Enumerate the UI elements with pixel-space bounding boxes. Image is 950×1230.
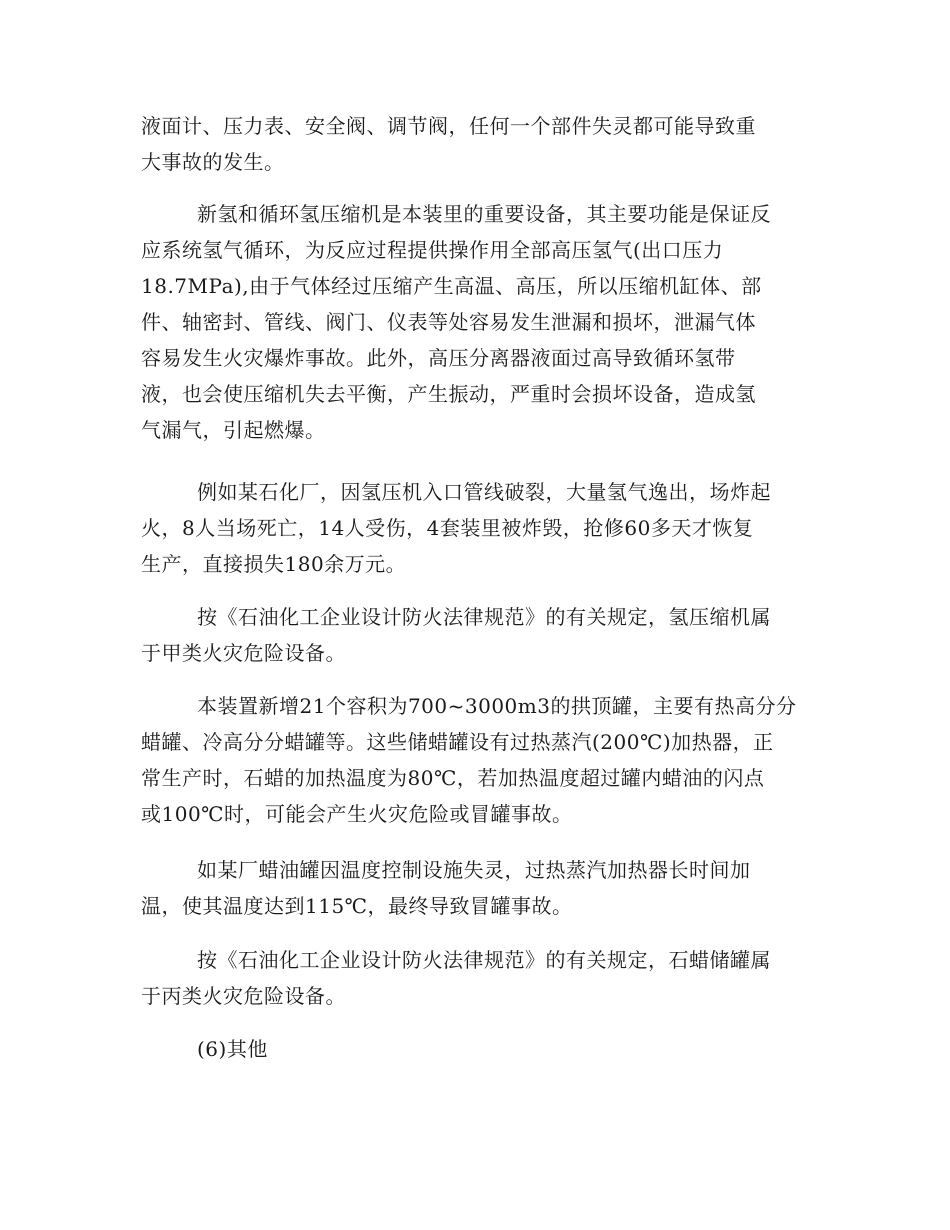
text-line: 件、轴密封、管线、阀门、仪表等处容易发生泄漏和损坏，泄漏气体 bbox=[141, 310, 756, 334]
paragraph-accident-example bbox=[141, 474, 811, 582]
text-line: 气漏气，引起燃爆。 bbox=[141, 418, 326, 442]
paragraph-instrument-failure bbox=[141, 108, 811, 180]
text-line: 于甲类火灾危险设备。 bbox=[141, 641, 346, 665]
text-line: 大事故的发生。 bbox=[141, 150, 285, 174]
text-line: 例如某石化厂，因氢压机入口管线破裂，大量氢气逸出，场炸起 bbox=[197, 480, 771, 504]
text-line: 应系统氢气循环，为反应过程提供操作用全部高压氢气(出口压力 bbox=[141, 238, 724, 262]
text-line: 液，也会使压缩机失去平衡，产生振动，严重时会损坏设备，造成氢 bbox=[141, 382, 756, 406]
text-line: 蜡罐、冷高分分蜡罐等。这些储蜡罐设有过热蒸汽(200℃)加热器，正 bbox=[141, 730, 774, 754]
text-line: 如某厂蜡油罐因温度控制设施失灵，过热蒸汽加热器长时间加 bbox=[197, 858, 751, 882]
section-heading-other bbox=[141, 1031, 811, 1067]
paragraph-wax-tanks bbox=[141, 688, 811, 832]
text-line: 按《石油化工企业设计防火法律规范》的有关规定，氢压缩机属 bbox=[197, 605, 771, 629]
paragraph-overflow-example bbox=[141, 852, 811, 924]
text-line: 液面计、压力表、安全阀、调节阀，任何一个部件失灵都可能导致重 bbox=[141, 114, 756, 138]
text-line: (6)其他 bbox=[197, 1037, 268, 1061]
text-line: 于丙类火灾危险设备。 bbox=[141, 984, 346, 1008]
text-line: 按《石油化工企业设计防火法律规范》的有关规定，石蜡储罐属 bbox=[197, 948, 771, 972]
paragraph-hydrogen-compressor bbox=[141, 196, 811, 448]
text-line: 本装置新增21个容积为700~3000m3的拱顶罐，主要有热高分分 bbox=[197, 694, 797, 718]
paragraph-class-c-rule bbox=[141, 942, 811, 1014]
paragraph-class-a-rule bbox=[141, 599, 811, 671]
text-line: 火，8人当场死亡，14人受伤，4套装里被炸毁，抢修60多天才恢复 bbox=[141, 516, 754, 540]
text-line: 生产，直接损失180余万元。 bbox=[141, 552, 407, 576]
text-line: 温，使其温度达到115℃，最终导致冒罐事故。 bbox=[141, 894, 573, 918]
text-line: 容易发生火灾爆炸事故。此外，高压分离器液面过高导致循环氢带 bbox=[141, 346, 736, 370]
text-line: 新氢和循环氢压缩机是本装里的重要设备，其主要功能是保证反 bbox=[197, 202, 771, 226]
text-line: 或100℃时，可能会产生火灾危险或冒罐事故。 bbox=[141, 802, 573, 826]
text-line: 18.7MPa),由于气体经过压缩产生高温、高压，所以压缩机缸体、部 bbox=[141, 274, 762, 298]
text-line: 常生产时，石蜡的加热温度为80℃，若加热温度超过罐内蜡油的闪点 bbox=[141, 766, 765, 790]
